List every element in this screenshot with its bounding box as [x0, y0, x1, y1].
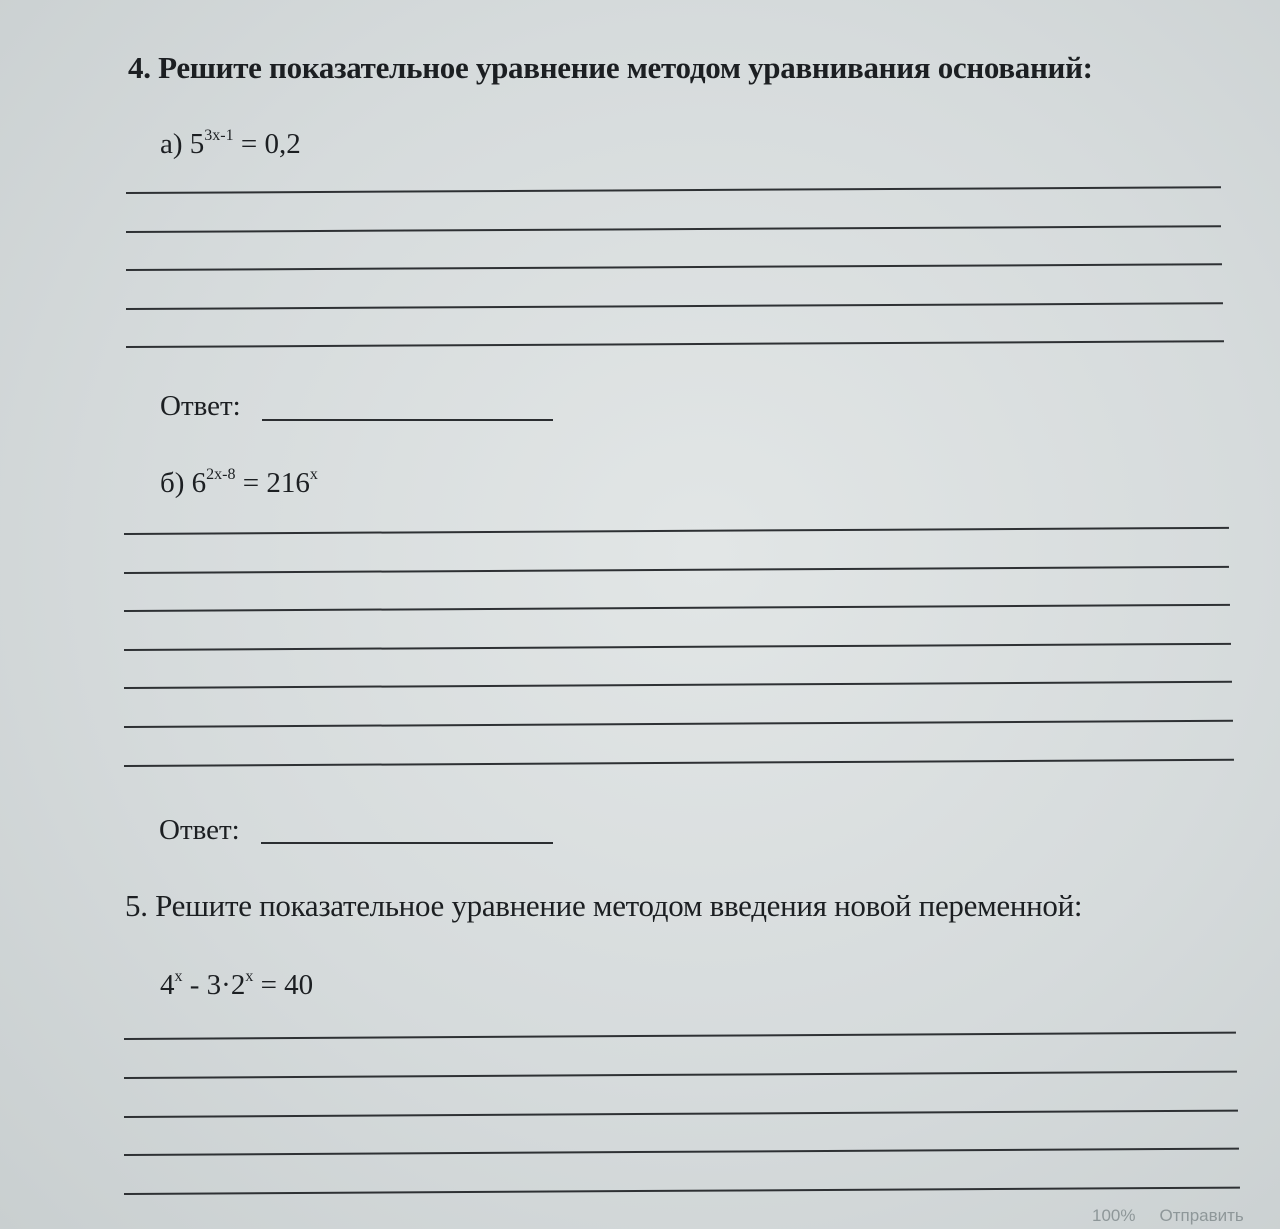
writing-line: [124, 566, 1229, 574]
status-bar: [1092, 1206, 1280, 1229]
writing-line: [124, 720, 1233, 728]
writing-line: [124, 1187, 1240, 1195]
task4a-equation: а) $5^{3x-1} = 0,2$: [160, 127, 301, 160]
writing-line: [124, 1110, 1238, 1118]
answer-blank-line: [261, 842, 553, 844]
task4b-equation: б) $6^{2x-8} = 216^x$: [160, 466, 318, 499]
task5-equation: $4^x - 3\cdot 2^x = 40$: [160, 968, 314, 1001]
writing-line: [126, 263, 1222, 271]
send-button[interactable]: Отправить: [1159, 1206, 1244, 1225]
writing-line: [124, 643, 1231, 651]
writing-line: [124, 1032, 1236, 1040]
writing-line: [126, 186, 1221, 194]
writing-line: [126, 302, 1223, 310]
writing-line: [126, 225, 1221, 233]
writing-line: [124, 681, 1232, 689]
task4-heading: 4. Решите показательное уравнение методом уравнивания оснований:: [128, 50, 1093, 85]
task5-heading: 5. Решите показательное уравнение методом введения новой переменной:: [125, 888, 1083, 923]
writing-line: [124, 604, 1230, 612]
writing-line: [126, 340, 1224, 348]
writing-line: [124, 527, 1229, 535]
writing-line: [124, 759, 1234, 767]
writing-line: [124, 1148, 1239, 1156]
answer-label: Ответ:: [159, 814, 240, 846]
answer-label: Ответ:: [160, 390, 241, 422]
writing-line: [124, 1071, 1237, 1079]
answer-blank-line: [262, 419, 553, 421]
zoom-level[interactable]: 100%: [1092, 1206, 1136, 1225]
